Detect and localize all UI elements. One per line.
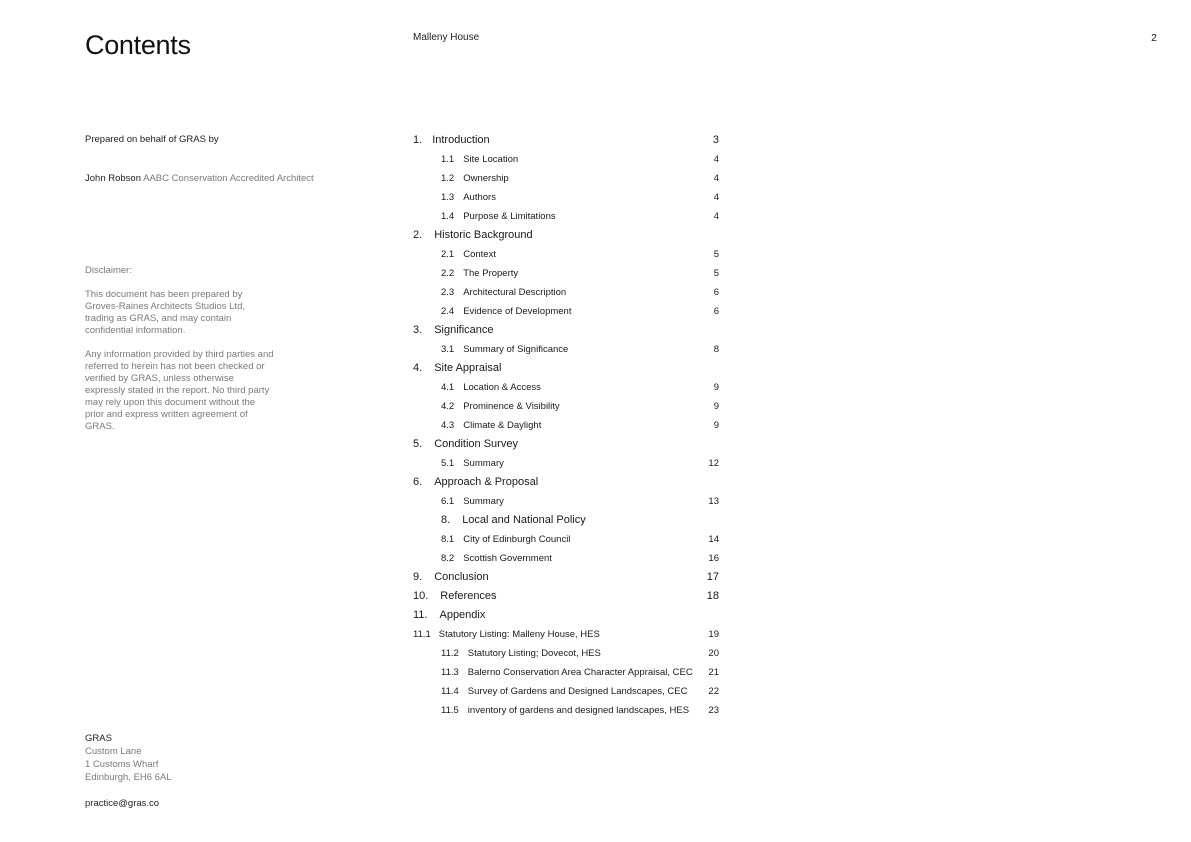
toc-entry-label: Summary <box>463 458 504 469</box>
toc-entry-number: 8.1 <box>441 534 455 545</box>
footer-address-line-3: Edinburgh, EH6 6AL <box>85 772 172 783</box>
toc-entry-number: 11. <box>413 609 428 621</box>
author-line <box>85 173 314 185</box>
toc-entry[interactable] <box>441 188 496 207</box>
toc-entry-number: 2.4 <box>441 306 455 317</box>
toc-entry-page: 12 <box>708 458 719 469</box>
toc-entry[interactable] <box>413 131 490 150</box>
toc-entry-number: 1.3 <box>441 192 455 203</box>
toc-entry[interactable] <box>441 378 541 397</box>
footer-address-line-1: Custom Lane <box>85 746 142 757</box>
disclaimer-paragraph-1: This document has been prepared by Groves-Raines Architects Studios Ltd, trading as GRAS, and may contain confidential information. <box>85 289 245 336</box>
toc-entry[interactable] <box>441 264 518 283</box>
toc-entry-label: Summary of Significance <box>463 344 569 355</box>
author-name: John Robson <box>85 173 141 184</box>
toc-entry-label: Location & Access <box>463 382 541 393</box>
prepared-by-text: Prepared on behalf of GRAS by <box>85 134 219 145</box>
toc-entry-number: 2.3 <box>441 287 455 298</box>
toc-entry-label: Condition Survey <box>434 438 518 450</box>
toc-entry-page: 5 <box>713 268 719 279</box>
toc-entry-number: 2. <box>413 229 423 241</box>
toc-entry-number: 1.4 <box>441 211 455 222</box>
toc-entry[interactable] <box>441 663 693 682</box>
toc-entry-number: 3. <box>413 324 423 336</box>
toc-entry-label: References <box>440 590 497 602</box>
toc-entry[interactable] <box>413 473 538 492</box>
toc-entry-page: 5 <box>713 249 719 260</box>
toc-entry-page: 16 <box>708 553 719 564</box>
toc-entry[interactable] <box>441 416 541 435</box>
toc-entry-number: 10. <box>413 590 429 602</box>
toc-entry-number: 4.1 <box>441 382 455 393</box>
toc-entry[interactable] <box>441 701 689 720</box>
toc-entry-page: 20 <box>708 648 719 659</box>
toc-entry-number: 8. <box>441 514 451 526</box>
toc-entry-page: 18 <box>706 590 719 602</box>
toc-entry-label: City of Edinburgh Council <box>463 534 571 545</box>
toc-entry-number: 5. <box>413 438 423 450</box>
toc-entry-number: 6. <box>413 476 423 488</box>
page-title: Contents <box>85 30 191 60</box>
toc-entry[interactable] <box>441 530 570 549</box>
toc-entry[interactable] <box>413 321 494 340</box>
toc-entry-label: Context <box>463 249 496 260</box>
toc-entry[interactable] <box>441 454 504 473</box>
toc-entry[interactable] <box>441 682 687 701</box>
toc-entry[interactable] <box>441 511 586 530</box>
author-role: AABC Conservation Accredited Architect <box>143 173 314 184</box>
toc-entry[interactable] <box>441 169 509 188</box>
toc-entry-label: Scottish Government <box>463 553 552 564</box>
toc-entry-label: Summary <box>463 496 504 507</box>
footer-address-line-2: 1 Customs Wharf <box>85 759 159 770</box>
toc-entry-page: 9 <box>713 382 719 393</box>
toc-entry[interactable] <box>441 207 556 226</box>
toc-entry-number: 9. <box>413 571 423 583</box>
toc-entry-label: Site Appraisal <box>434 362 502 374</box>
toc-entry[interactable] <box>441 549 552 568</box>
toc-entry-page: 22 <box>708 686 719 697</box>
toc-entry-label: Conclusion <box>434 571 489 583</box>
toc-entry[interactable] <box>413 625 600 644</box>
toc-entry-number: 11.4 <box>441 686 459 697</box>
toc-entry[interactable] <box>441 283 566 302</box>
toc-entry-page: 9 <box>713 401 719 412</box>
toc-entry-number: 11.1 <box>413 629 431 640</box>
toc-entry-label: Site Location <box>463 154 519 165</box>
toc-entry-number: 8.2 <box>441 553 455 564</box>
toc-entry[interactable] <box>441 245 496 264</box>
toc-entry-page: 23 <box>708 705 719 716</box>
toc-entry-label: Local and National Policy <box>462 514 586 526</box>
toc-entry-page: 4 <box>713 192 719 203</box>
toc-entry-label: inventory of gardens and designed landscapes, HES <box>467 705 690 716</box>
toc-entry-label: Prominence & Visibility <box>463 401 560 412</box>
toc-entry-number: 1.1 <box>441 154 455 165</box>
toc-entry-page: 4 <box>713 173 719 184</box>
toc-entry-label: Purpose & Limitations <box>463 211 556 222</box>
toc-entry-label: Statutory Listing: Malleny House, HES <box>438 629 600 640</box>
toc-entry-page: 3 <box>712 134 719 146</box>
toc-entry-number: 11.5 <box>441 705 459 716</box>
toc-entry-label: Introduction <box>432 134 490 146</box>
toc-entry[interactable] <box>413 587 497 606</box>
toc-entry-page: 14 <box>708 534 719 545</box>
toc-entry-number: 11.3 <box>441 667 459 678</box>
toc-entry-page: 17 <box>706 571 719 583</box>
toc-entry[interactable] <box>441 644 601 663</box>
toc-entry-label: Climate & Daylight <box>463 420 542 431</box>
toc-entry-number: 1. <box>413 134 423 146</box>
toc-entry-number: 4.2 <box>441 401 455 412</box>
toc-entry[interactable] <box>441 492 504 511</box>
toc-entry[interactable] <box>413 226 533 245</box>
toc-entry-page: 4 <box>713 154 719 165</box>
page-number: 2 <box>1151 32 1157 44</box>
toc-entry-number: 3.1 <box>441 344 455 355</box>
toc-entry-number: 6.1 <box>441 496 455 507</box>
toc-entry-page: 13 <box>708 496 719 507</box>
disclaimer-label: Disclaimer: <box>85 265 132 276</box>
toc-entry-label: Evidence of Development <box>463 306 572 317</box>
toc-entry-label: Historic Background <box>434 229 533 241</box>
footer-email: practice@gras.co <box>85 798 160 809</box>
toc-entry[interactable] <box>413 435 518 454</box>
toc-entry-number: 2.1 <box>441 249 455 260</box>
toc-entry-number: 4.3 <box>441 420 455 431</box>
toc-entry[interactable] <box>441 150 518 169</box>
toc-entry-page: 6 <box>713 306 719 317</box>
toc-entry-label: Approach & Proposal <box>434 476 539 488</box>
toc-entry-page: 8 <box>713 344 719 355</box>
toc-entry-page: 21 <box>708 667 719 678</box>
toc-entry-page: 4 <box>713 211 719 222</box>
toc-entry-label: Architectural Description <box>463 287 567 298</box>
toc-entry-label: Ownership <box>463 173 509 184</box>
toc-entry[interactable] <box>441 397 560 416</box>
toc-entry[interactable] <box>413 359 501 378</box>
toc-entry-number: 4. <box>413 362 423 374</box>
disclaimer-paragraph-2: Any information provided by third parties and referred to herein has not been checked or verified by GRAS, unless otherwise expressly stated in the report. No third party may rely upon this document without the prior and express written agreement of GRAS. <box>85 349 274 432</box>
toc-entry-label: Balerno Conservation Area Character Appraisal, CEC <box>467 667 693 678</box>
footer-org: GRAS <box>85 733 112 744</box>
document-name: Malleny House <box>413 32 480 43</box>
toc-entry-label: The Property <box>463 268 519 279</box>
toc-entry-page: 6 <box>713 287 719 298</box>
toc-entry-page: 19 <box>708 629 719 640</box>
toc-entry-label: Authors <box>463 192 496 203</box>
toc-entry[interactable] <box>441 340 568 359</box>
toc-entry-number: 11.2 <box>441 648 459 659</box>
toc-entry[interactable] <box>413 568 489 587</box>
toc-entry-label: Survey of Gardens and Designed Landscapes, CEC <box>467 686 688 697</box>
toc-entry-label: Significance <box>434 324 494 336</box>
toc-entry-number: 5.1 <box>441 458 455 469</box>
toc-entry-label: Appendix <box>439 609 486 621</box>
toc-entry[interactable] <box>413 606 485 625</box>
toc-entry-page: 9 <box>713 420 719 431</box>
toc-entry-label: Statutory Listing; Dovecot, HES <box>467 648 601 659</box>
toc-entry-number: 1.2 <box>441 173 455 184</box>
toc-entry[interactable] <box>441 302 571 321</box>
toc-entry-number: 2.2 <box>441 268 455 279</box>
